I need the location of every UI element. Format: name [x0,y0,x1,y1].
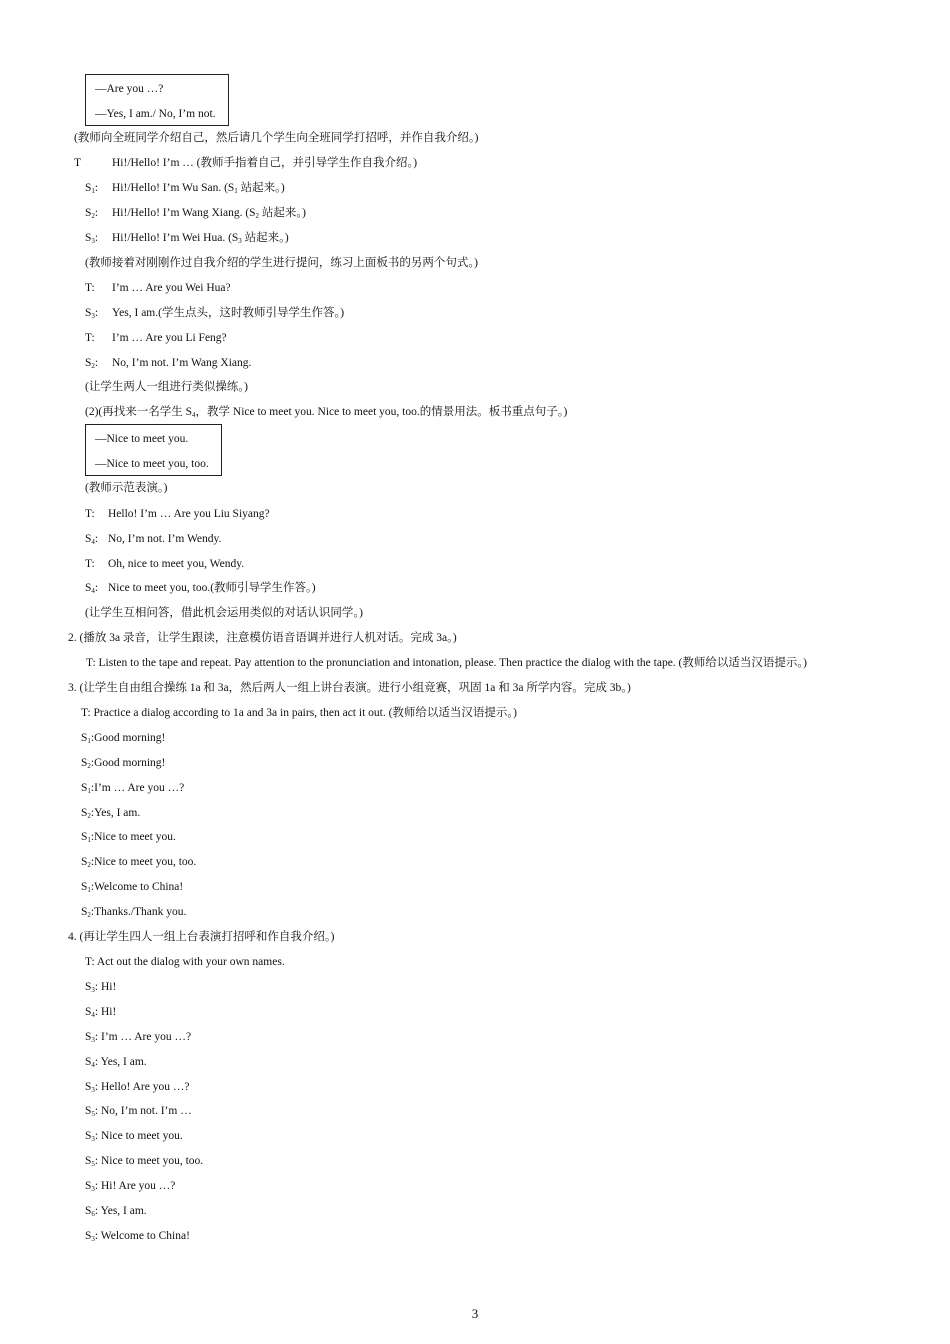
dialog-line: $S_2$: No, I’m not. I’m Wang Xiang. [85,357,252,370]
dialog-line: T: I’m … Are you Li Feng? [85,332,227,344]
dialog-line: T: Oh, nice to meet you, Wendy. [85,558,245,570]
dialog-line: $S_1:Good$ morning! [81,732,166,745]
dialog-line: $S_2$: Hi!/Hello! I’m Wang Xiang. ($S_2$ 站起来。) [85,207,307,220]
dialog-line: $S_1:I’m$ … Are you …? [81,782,185,795]
dialog-line: $S_1:Welcome$ to China! [81,881,184,894]
dialog-line: $S_2:Good$ morning! [81,757,166,770]
board-box-2 [85,424,222,476]
section-heading: 2. (播放 3a 录音，让学生跟读，注意模仿语音语调并进行人机对话。完成 3a。) [68,632,457,644]
page-number: 3 [471,1306,479,1321]
dialog-line: $S_3$: I’m … Are you …? [85,1031,192,1044]
teacher-instruction: T: Practice a dialog according to 1a and 3a in pairs, then act it out. (教师给以适当汉语提示。) [81,707,517,719]
teacher-instruction: T: Listen to the tape and repeat. Pay attention to the pronunciation and intonation, please. Then practice the dialog with the tape. (教师给以适当汉语提示。) [86,657,807,669]
dialog-line: $S_3$: Hello! Are you …? [85,1081,190,1094]
dialog-line: $S_3$: Hi! Are you …? [85,1180,176,1193]
dialog-line: $S_5$: Nice to meet you, too. [85,1155,204,1168]
dialog-line: $S_2:Nice$ to meet you, too. [81,856,197,869]
dialog-line: $S_4$: No, I’m not. I’m Wendy. [85,533,222,546]
dialog-line: T: I’m … Are you Wei Hua? [85,282,231,294]
teacher-note: (教师向全班同学介绍自己，然后请几个学生向全班同学打招呼，并作自我介绍。) [74,132,479,144]
dialog-line: T: Hello! I’m … Are you Liu Siyang? [85,508,270,520]
teacher-instruction: T: Act out the dialog with your own names. [85,956,285,968]
dialog-line: $S_3$: Hi!/Hello! I’m Wei Hua. ($S_3$ 站起来。) [85,232,289,245]
dialog-line: $S_6$: Yes, I am. [85,1205,147,1218]
dialog-line: $S_4$: Yes, I am. [85,1056,147,1069]
section-heading: 4. (再让学生四人一组上台表演打招呼和作自我介绍。) [68,931,335,943]
board-line: —Are you …? [95,83,164,95]
dialog-line: $S_3$: Nice to meet you. [85,1130,183,1143]
dialog-line: $S_3$: Welcome to China! [85,1230,190,1243]
teacher-note: (让学生两人一组进行类似操练。) [85,381,248,393]
teacher-note: (让学生互相问答，借此机会运用类似的对话认识同学。) [85,607,363,619]
dialog-line: $S_3$: Yes, I am.(学生点头，这时教师引导学生作答。) [85,307,345,320]
dialog-line: $S_2:Yes$, I am. [81,807,141,820]
teacher-note: (教师接着对刚刚作过自我介绍的学生进行提问，练习上面板书的另两个句式。) [85,257,478,269]
section-heading: 3. (让学生自由组合操练 1a 和 3a，然后两人一组上讲台表演。进行小组竞赛，巩固 1a 和 3a 所学内容。完成 3b。) [68,682,631,694]
board-line: —Yes, I am./ No, I’m not. [95,108,216,120]
dialog-line: $S_4$: Nice to meet you, too.(教师引导学生作答。) [85,582,316,595]
teacher-note: (2)(再找来一名学生 $S_4$，教学 Nice to meet you. Nice to meet you, too.的情景用法。板书重点句子。) [85,406,568,419]
dialog-line: $S_1:Nice$ to meet you. [81,831,176,844]
dialog-line: $S_3$: Hi! [85,981,117,994]
board-line: —Nice to meet you. [95,433,189,445]
teacher-note: (教师示范表演。) [85,482,168,494]
dialog-line: $S_1$: Hi!/Hello! I’m Wu San. ($S_1$ 站起来。) [85,182,285,195]
board-line: —Nice to meet you, too. [95,458,209,470]
dialog-line: $S_4$: Hi! [85,1006,117,1019]
dialog-line: T Hi!/Hello! I’m … (教师手指着自己，并引导学生作自我介绍。) [74,157,418,169]
dialog-line: $S_2:Thanks$./Thank you. [81,906,187,919]
dialog-line: $S_5$: No, I’m not. I’m … [85,1105,192,1118]
board-box-1 [85,74,229,126]
